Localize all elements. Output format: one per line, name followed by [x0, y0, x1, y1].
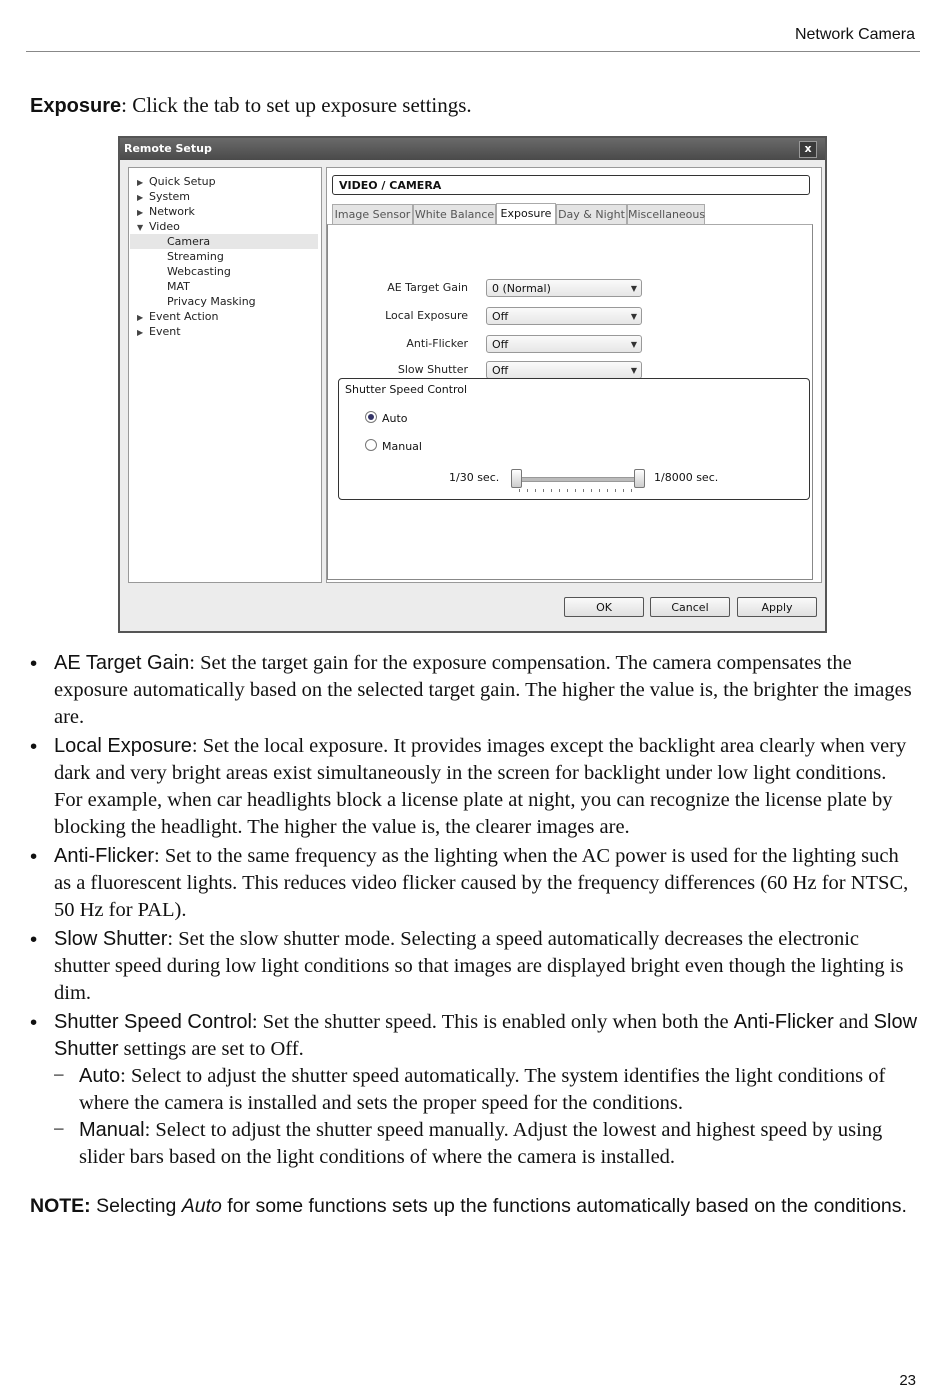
description: : Select to adjust the shutter speed automatically. The system identifies the light conditions of where the camera is installed and sets the proper speed for the conditions.: [79, 1065, 886, 1114]
tree-item-webcasting[interactable]: Webcasting: [167, 265, 231, 278]
shutter-speed-group-title: Shutter Speed Control: [345, 383, 468, 396]
anti-flicker-label: Anti-Flicker: [406, 337, 468, 350]
slider-min-thumb[interactable]: [511, 469, 522, 488]
description: : Set the local exposure. It provides images except the backlight area clearly when very dark and very bright areas exist simultaneously in the screen for backlight under low light conditions. For example, when car headlights block a license plate at night, you can recognize the license plate by blocking the headlight. The higher the value is, the clearer images are.: [54, 735, 907, 838]
manual-radio[interactable]: [365, 439, 422, 453]
anti-flicker-select[interactable]: [486, 335, 642, 353]
chevron-down-icon: ▼: [630, 366, 637, 375]
chevron-down-icon: ▼: [630, 312, 637, 321]
description: : Set to the same frequency as the lighting when the AC power is used for the lighting such as a fluorescent lights. This reduces video flicker caused by the frequency differences (60 Hz for NTSC, 50 Hz for PAL).: [54, 845, 909, 921]
local-exposure-value: Off: [492, 310, 509, 323]
dialog-titlebar: [120, 138, 825, 160]
radio-unselected-icon: [365, 439, 377, 451]
description: settings are set to Off.: [118, 1038, 304, 1060]
slow-shutter-select[interactable]: [486, 361, 642, 379]
shutter-speed-group: [338, 378, 810, 500]
bullet-slow-shutter: [30, 926, 918, 1007]
ae-target-gain-label: AE Target Gain: [387, 281, 468, 294]
tree-item-event-action[interactable]: [137, 309, 218, 324]
bullet-ae-target-gain: [30, 650, 918, 731]
local-exposure-select[interactable]: [486, 307, 642, 325]
tree-item-label: Quick Setup: [149, 175, 216, 188]
ae-target-gain-value: 0 (Normal): [492, 282, 551, 295]
note-emphasis: Auto: [181, 1195, 222, 1217]
bullet-anti-flicker: [30, 843, 918, 924]
tree-item-streaming[interactable]: Streaming: [167, 250, 224, 263]
collapse-arrow-icon: ▼: [137, 223, 144, 232]
term: Slow Shutter: [54, 928, 168, 950]
auto-radio[interactable]: [365, 411, 408, 425]
expand-arrow-icon: ▶: [137, 193, 144, 202]
expand-arrow-icon: ▶: [137, 178, 144, 187]
tree-item-event[interactable]: [137, 324, 181, 339]
tree-item-privacy-masking[interactable]: Privacy Masking: [167, 295, 256, 308]
term: Anti-Flicker: [54, 845, 155, 867]
sub-bullet-auto: [30, 1063, 918, 1117]
close-button[interactable]: x: [799, 141, 817, 158]
tree-item-label: System: [149, 190, 191, 203]
description: : Select to adjust the shutter speed manually. Adjust the lowest and highest speed by using slider bars based on the light conditions of where the camera is installed.: [79, 1119, 883, 1168]
description: : Set the target gain for the exposure compensation. The camera compensates the exposure automatically based on the selected target gain. The higher the value is, the brighter the images are.: [54, 652, 912, 728]
tab-white-balance[interactable]: White Balance: [413, 204, 496, 224]
tree-item-network[interactable]: [137, 204, 195, 219]
ae-target-gain-select[interactable]: [486, 279, 642, 297]
manual-radio-label: Manual: [382, 440, 422, 453]
exposure-tab-content: [327, 224, 813, 580]
tree-item-label: Video: [149, 220, 180, 233]
term: Anti-Flicker: [733, 1011, 834, 1033]
tree-item-label: Network: [149, 205, 195, 218]
radio-selected-icon: [365, 411, 377, 423]
tree-item-label: Event Action: [149, 310, 219, 323]
local-exposure-label: Local Exposure: [385, 309, 468, 322]
description: : Set the shutter speed. This is enabled only when both the: [251, 1011, 734, 1033]
tab-miscellaneous[interactable]: Miscellaneous: [627, 204, 705, 224]
intro-line: [30, 93, 472, 118]
tree-item-system[interactable]: [137, 189, 190, 204]
ok-button[interactable]: OK: [564, 597, 644, 617]
term: Local Exposure: [54, 735, 192, 757]
term: Manual: [79, 1119, 145, 1141]
tree-item-camera[interactable]: Camera: [167, 235, 211, 248]
term: Shutter Speed Control: [54, 1011, 252, 1033]
bullet-shutter-speed-control: [30, 1009, 918, 1063]
tab-image-sensor[interactable]: Image Sensor: [332, 204, 413, 224]
note-paragraph: [30, 1194, 920, 1219]
slider-ticks: [519, 489, 637, 492]
page-header: Network Camera: [794, 26, 915, 43]
tree-item-video[interactable]: [137, 219, 180, 234]
chevron-down-icon: ▼: [630, 284, 637, 293]
tree-item-mat[interactable]: MAT: [167, 280, 190, 293]
tree-item-quick-setup[interactable]: [137, 174, 216, 189]
anti-flicker-value: Off: [492, 338, 509, 351]
note-text: Selecting: [90, 1195, 182, 1217]
apply-button[interactable]: Apply: [737, 597, 817, 617]
section-title: VIDEO / CAMERA: [332, 175, 810, 195]
remote-setup-dialog: [118, 136, 827, 633]
note-text: for some functions sets up the functions automatically based on the conditions.: [221, 1195, 907, 1217]
term: Auto: [79, 1065, 121, 1087]
cancel-button[interactable]: Cancel: [650, 597, 730, 617]
slider-max-label: 1/8000 sec.: [654, 471, 719, 484]
header-rule: [26, 51, 920, 52]
shutter-slider-track[interactable]: [515, 477, 641, 482]
settings-panel: [326, 167, 822, 583]
tree-item-label: Event: [149, 325, 181, 338]
term: Slow Shutter: [54, 1011, 918, 1060]
chevron-down-icon: ▼: [630, 340, 637, 349]
bullet-list: [30, 650, 918, 1171]
slow-shutter-label: Slow Shutter: [397, 363, 468, 376]
slow-shutter-value: Off: [492, 364, 509, 377]
slider-min-label: 1/30 sec.: [449, 471, 500, 484]
tab-day-night[interactable]: Day & Night: [556, 204, 627, 224]
page-number: 23: [899, 1372, 916, 1389]
note-label: NOTE:: [30, 1195, 91, 1217]
auto-radio-label: Auto: [382, 412, 408, 425]
dialog-title: Remote Setup: [124, 142, 212, 155]
bullet-local-exposure: [30, 733, 918, 841]
expand-arrow-icon: ▶: [137, 313, 144, 322]
tab-exposure[interactable]: Exposure: [496, 203, 556, 225]
settings-tree: [128, 167, 322, 583]
tree-selection-highlight: [130, 234, 318, 249]
intro-term: Exposure: [30, 95, 122, 117]
sub-bullet-manual: [30, 1117, 918, 1171]
description: and: [833, 1011, 874, 1033]
intro-text: : Click the tab to set up exposure settings.: [121, 93, 472, 117]
term: AE Target Gain: [54, 652, 190, 674]
slider-max-thumb[interactable]: [634, 469, 645, 488]
expand-arrow-icon: ▶: [137, 208, 144, 217]
description: : Set the slow shutter mode. Selecting a speed automatically decreases the electronic shutter speed during low light conditions so that images are displayed bright even though the lighting is dim.: [54, 928, 904, 1004]
expand-arrow-icon: ▶: [137, 328, 144, 337]
